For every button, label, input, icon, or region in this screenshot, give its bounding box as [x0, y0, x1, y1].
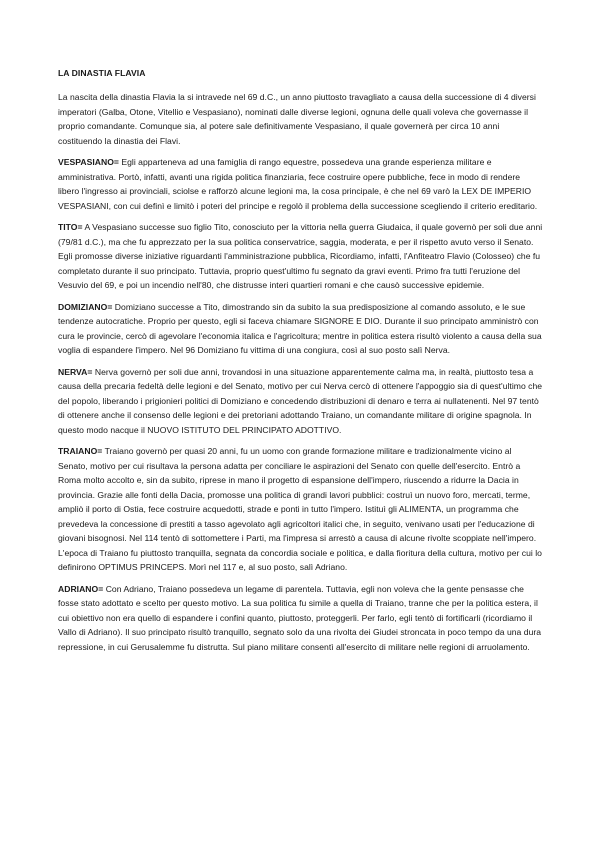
paragraph-traiano — [58, 444, 543, 575]
paragraph-text: A Vespasiano successe suo figlio Tito, conosciuto per la vittoria nella guerra Giudaica, il quale governò per soli due anni (79/81 d.C.), ma che fu apprezzato per la sua politica conservatrice, saggia, moderata, e per il rispetto avuto verso il Senato. Egli promosse diverse iniziative riguardanti l'amministrazione pubblica, Ricordiamo, infatti, l'Anfiteatro Flavio (Colosseo) che fu completato durante il suo principato. Tuttavia, proprio quest'ultimo fu segnato da gravi eventi. Primo fra tutti l'eruzione del Vesuvio del 69, e poi un incendio nell'80, che distrusse interi quartieri romani e che causò successive epidemie. — [58, 222, 543, 290]
paragraph-heading: NERVA= — [58, 366, 93, 377]
paragraph-text: Egli apparteneva ad una famiglia di rango equestre, possedeva una grande esperienza militare e amministrativa. Portò, infatti, avanti una rigida politica finanziaria, fece costruire opere pubbliche, fece in modo di rendere libero l'ingresso ai provinciali, sciolse e rafforzò alcune legioni ma, la cosa principale, è che nel 69 varò la LEX DE IMPERIO VESPASIANI, con cui definì e limitò i poteri del principe e regolò il problema della successione scegliendo il criterio ereditario. — [58, 157, 538, 211]
paragraph-nerva — [58, 365, 543, 438]
paragraph-heading: ADRIANO= — [58, 583, 104, 594]
paragraph-heading: TITO= — [58, 222, 83, 232]
document-title: LA DINASTIA FLAVIA — [58, 68, 146, 78]
paragraph-heading: DOMIZIANO= — [58, 301, 113, 312]
document-page — [58, 67, 543, 661]
paragraph-text: La nascita della dinastia Flavia la si intravede nel 69 d.C., un anno piuttosto travagliato a causa della successione di 4 diversi imperatori (Galba, Otone, Vitellio e Vespasiano), nominati dalle diverse legioni, ognuna delle quali voleva che governasse il proprio comandante. Comunque sia, al potere sale definitivamente Vespasiano, il quale governerà per circa 10 anni costituendo la dinastia dei Flavi. — [58, 92, 536, 146]
paragraph-text: Traiano governò per quasi 20 anni, fu un uomo con grande formazione militare e tradizionalmente vicino al Senato, motivo per cui risultava la persona adatta per conciliare le aspirazioni del Senato con quelle dell'esercito. Entrò a Roma molto accolto e, sin da subito, riprese in mano il progetto di espansione dell'impero, riuscendo a ridurre la Dacia in provincia. Grazie alle fonti della Dacia, promosse una politica di grandi lavori pubblici: costruì un nuovo foro, mercati, terme, ampliò il porto di Ostia, fece costruire acquedotti, strade e ponti in tutto l'impero. Istituì gli ALIMENTA, un programma che prevedeva la concessione di prestiti a tasso agevolato agli agricoltori italici che, in seguito, venivano usati per l'educazione di giovani bisognosi. Nel 114 tentò di sottomettere i Parti, ma l'impresa si arrestò a causa di alcune rivolte scoppiate nell'impero. L'epoca di Traiano fu piuttosto tranquilla, segnata da concordia sociale e politica, e dalla fioritura della cultura, motivo per cui lo definirono OPTIMUS PRINCEPS. Morì nel 117 e, al suo posto, salì Adriano. — [58, 446, 542, 572]
paragraph-vespasiano — [58, 155, 543, 213]
paragraph-text: Nerva governò per soli due anni, trovandosi in una situazione apparentemente calma ma, in realtà, piuttosto tesa a causa della precaria fedeltà delle legioni e del Senato, motivo per cui Nerva cercò di ottenere l'appoggio sia di quest'ultimo che del popolo, liberando i prigionieri politici di Domiziano e concedendo distribuzioni di denaro e terra ai nullatenenti. Nel 97 tentò di ottenere anche il consenso delle legioni e dei pretoriani adottando Traiano, un comandante militare di origine spagnola. In questo modo nacque il NUOVO ISTITUTO DEL PRINCIPATO ADOTTIVO. — [58, 366, 543, 435]
paragraph-text: Con Adriano, Traiano possedeva un legame di parentela. Tuttavia, egli non voleva che la gente pensasse che fosse stato adottato e scelto per questo motivo. La sua politica fu simile a quella di Traiano, tranne che per la politica estera, il cui obiettivo non era quello di espandere i confini quanto, piuttosto, proteggerli. Per farlo, egli tentò di fortificarli (ricordiamo il Vallo di Adriano). Il suo principato risultò tranquillo, segnato solo da una rivolta dei Giudei stroncata in poco tempo da una dura repressione, in cui Gerusalemme fu distrutta. Sul piano militare consentì all'esercito di militare nelle regioni di arruolamento. — [58, 583, 542, 652]
paragraph-tito — [58, 220, 543, 293]
paragraph-text: Domiziano successe a Tito, dimostrando sin da subito la sua predisposizione al comando assoluto, e le sue tendenze autocratiche. Proprio per questo, egli si faceva chiamare SIGNORE E DIO. Durante il suo principato amministrò con cura le provincie, cercò di agevolare l'economia italica e l'agricoltura; mentre in politica estera risultò violento a causa della sua voglia di espandere l'impero. Nel 96 Domiziano fu vittima di una congiura, così al suo posto salì Nerva. — [58, 301, 542, 355]
paragraph-domiziano — [58, 300, 543, 358]
paragraph-heading: VESPASIANO= — [58, 157, 119, 167]
paragraph-adriano — [58, 582, 543, 655]
paragraph-heading: TRAIANO= — [58, 446, 103, 456]
paragraph-intro — [58, 90, 543, 148]
